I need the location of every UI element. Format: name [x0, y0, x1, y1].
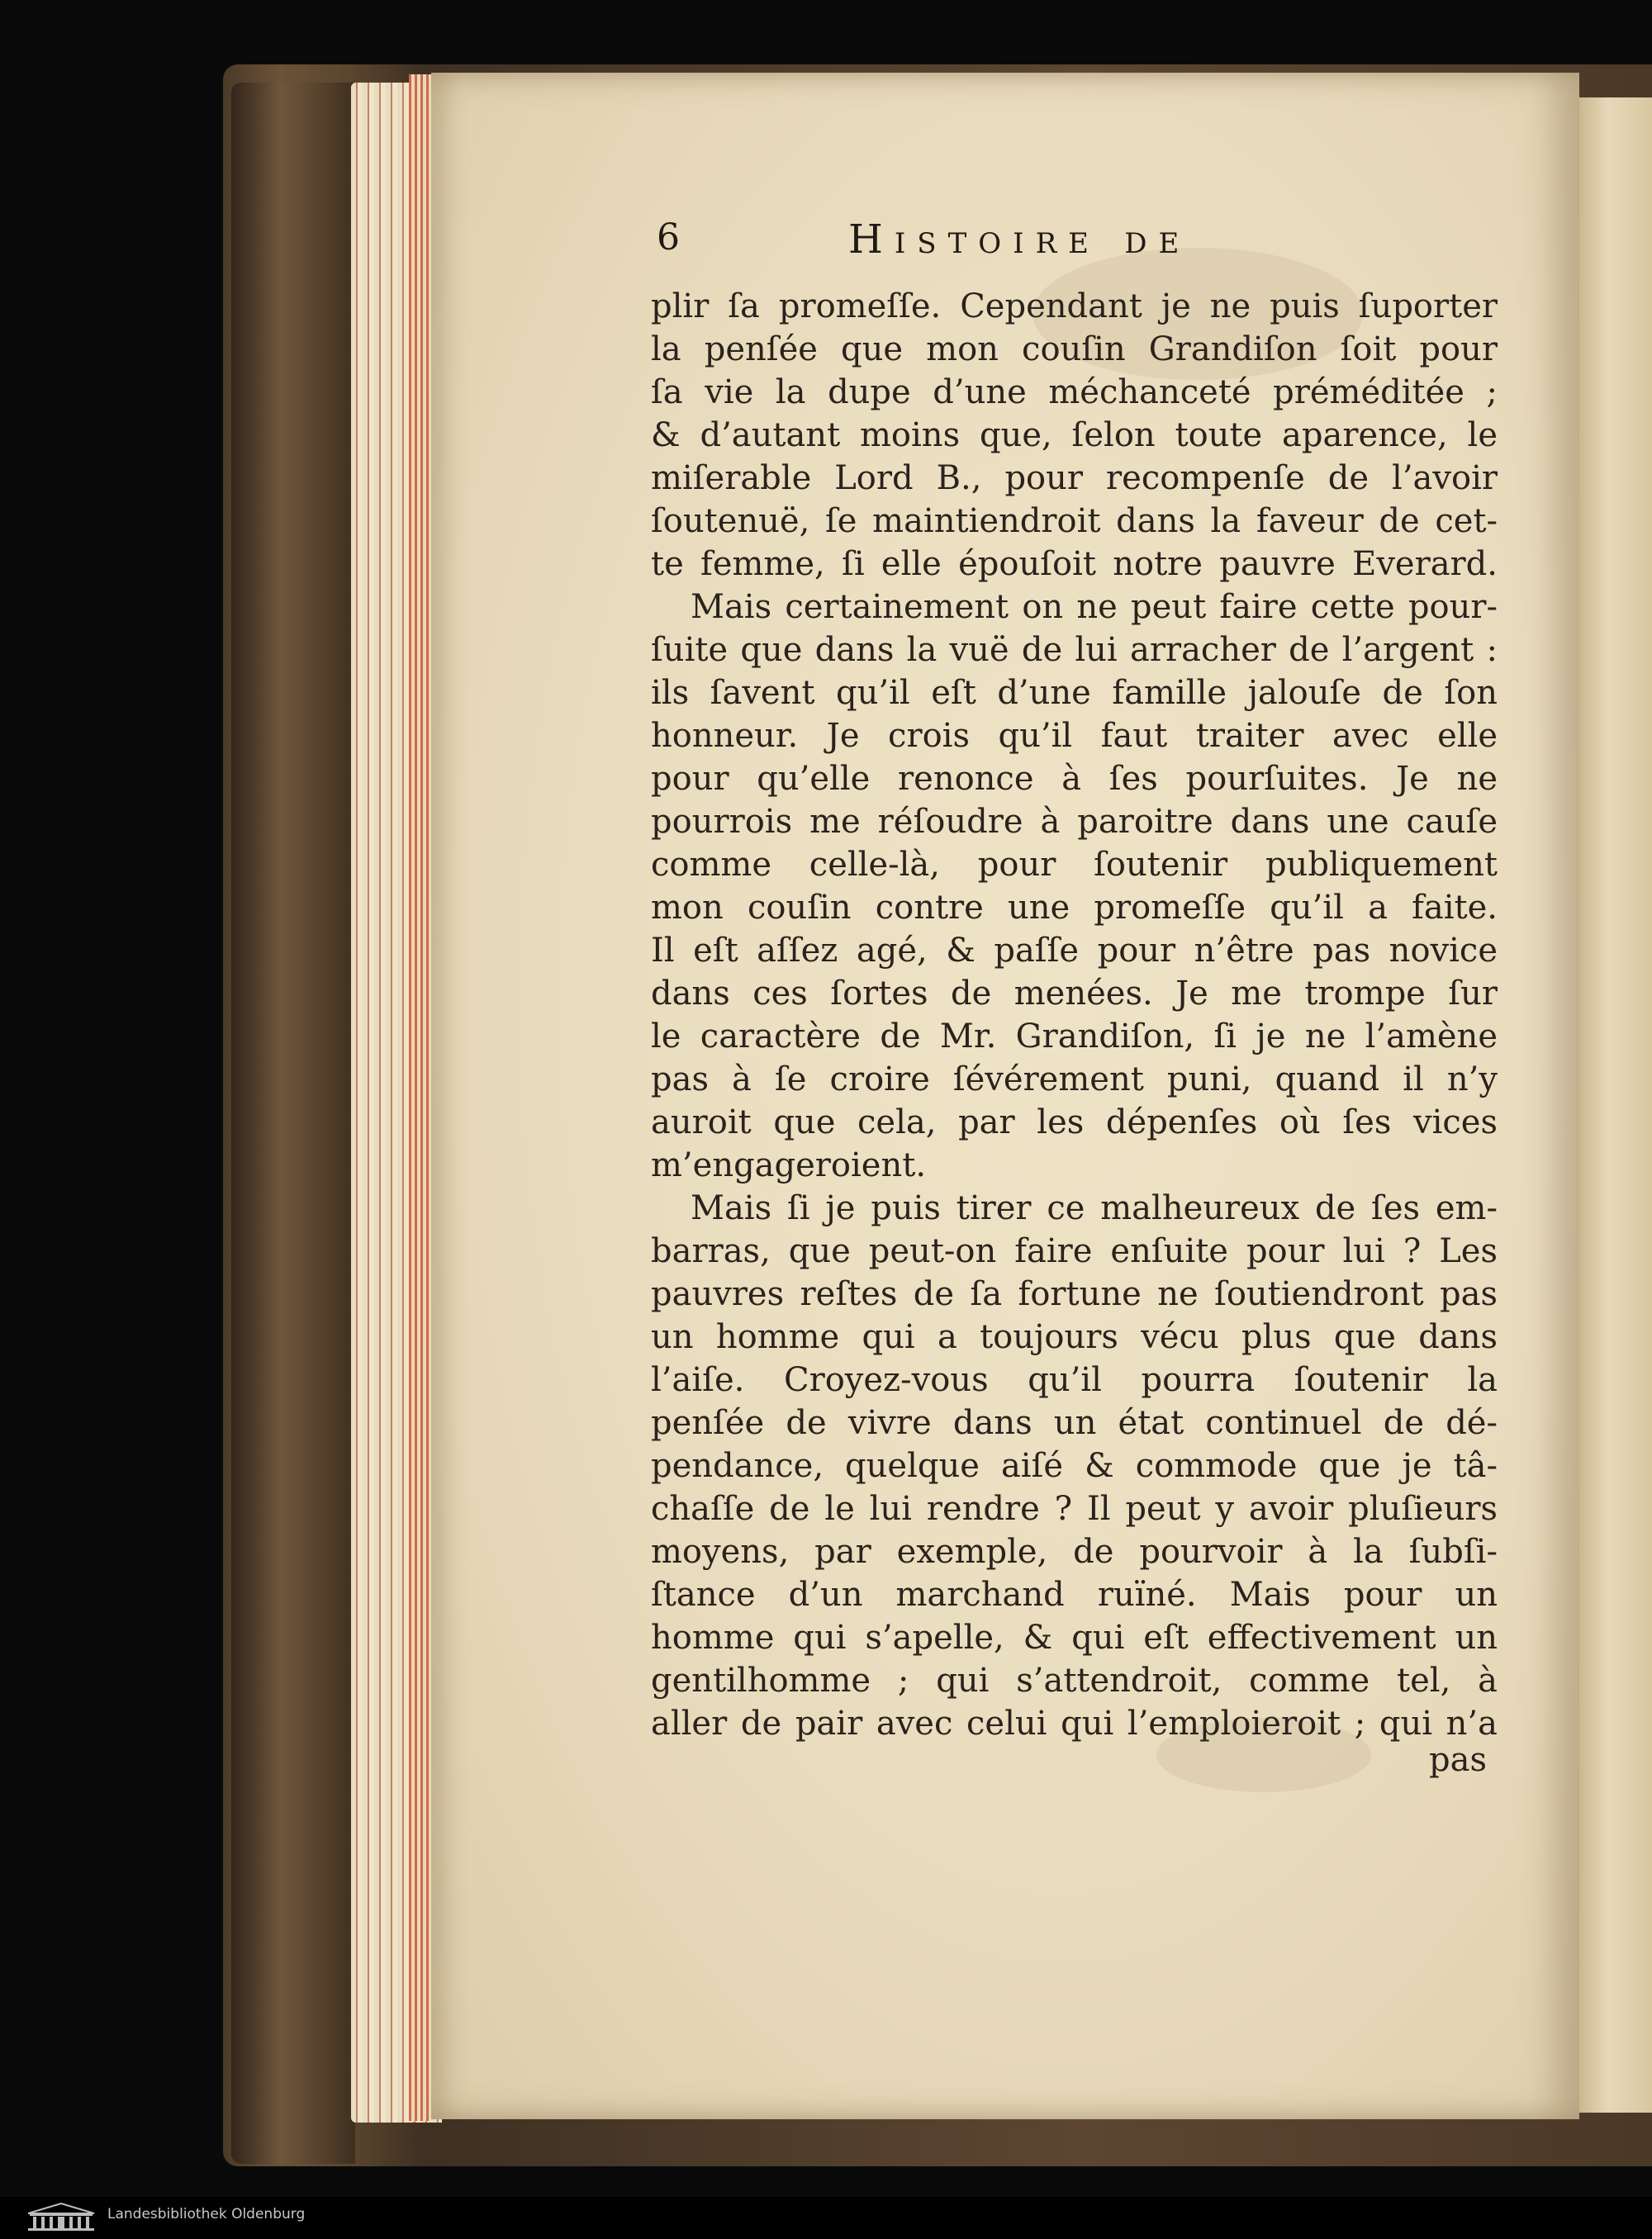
text-line: ſoutenuë, ſe maintiendroit dans la faveur de cet- [651, 502, 1498, 540]
text-line: penſée de vivre dans un état continuel de dé- [651, 1404, 1498, 1442]
text-line: auroit que cela, par les dépenſes où ſes vices [651, 1103, 1498, 1141]
text-line: honneur. Je crois qu’il faut traiter avec elle [651, 717, 1498, 755]
text-line: un homme qui a toujours vécu plus que dans [651, 1318, 1498, 1356]
text-line: Mais ſi je puis tirer ce malheureux de ſes em- [691, 1189, 1498, 1227]
text-line: chaſſe de le lui rendre ? Il peut y avoir pluſieurs [651, 1490, 1498, 1528]
text-line: Il eſt aſſez agé, & paſſe pour n’être pas novice [651, 932, 1498, 970]
library-building-icon [25, 2202, 97, 2232]
text-line: l’aiſe. Croyez-vous qu’il pourra ſoutenir la [651, 1361, 1498, 1399]
running-header [657, 216, 1317, 266]
text-line: plir ſa promeſſe. Cependant je ne puis ſuporter [651, 287, 1498, 325]
text-line: moyens, par exemple, de pourvoir à la ſubſi- [651, 1533, 1498, 1571]
running-title: Histoire de [848, 216, 1191, 263]
book-binding-edge [231, 83, 355, 2164]
facing-page-edge [1579, 97, 1652, 2113]
text-line: homme qui s’apelle, & qui eſt effectivement un [651, 1619, 1498, 1657]
text-line: ſuite que dans la vuë de lui arracher de l’argent : [651, 631, 1498, 669]
text-line: Mais certainement on ne peut faire cette pour- [691, 588, 1498, 626]
red-page-edges [409, 74, 432, 2121]
text-line: ſtance d’un marchand ruïné. Mais pour un [651, 1576, 1498, 1614]
text-line: pour qu’elle renonce à ſes pourſuites. Je ne [651, 760, 1498, 798]
catchword: pas [1429, 1741, 1487, 1779]
text-line: m’engageroient. [651, 1146, 927, 1184]
text-line: ſa vie la dupe d’une méchanceté préméditée ; [651, 373, 1498, 411]
text-line: ils ſavent qu’il eſt d’une famille jalouſe de ſon [651, 674, 1498, 712]
page-number: 6 [657, 216, 680, 259]
text-line: le caractère de Mr. Grandiſon, ſi je ne l’amène [651, 1018, 1498, 1055]
text-line: aller de pair avec celui qui l’emploieroit ; qui n’a [651, 1705, 1498, 1743]
text-line: dans ces ſortes de menées. Je me trompe ſur [651, 975, 1498, 1013]
text-line: pourrois me réſoudre à paroitre dans une cauſe [651, 803, 1498, 841]
library-name: Landesbibliothek Oldenburg [107, 2206, 306, 2222]
text-line: pendance, quelque aiſé & commode que je tâ- [651, 1447, 1498, 1485]
text-line: pas à ſe croire ſévérement puni, quand il n’y [651, 1060, 1498, 1098]
text-line: pauvres reſtes de ſa fortune ne ſoutiendront pas [651, 1275, 1498, 1313]
text-line: barras, que peut-on faire enſuite pour lui ? Les [651, 1232, 1498, 1270]
text-line: comme celle-là, pour ſoutenir publiquement [651, 846, 1498, 884]
text-line: & d’autant moins que, ſelon toute aparence, le [651, 416, 1498, 454]
text-line: gentilhomme ; qui s’attendroit, comme tel, à [651, 1662, 1498, 1700]
text-line: te femme, ſi elle épouſoit notre pauvre Everard. [651, 545, 1498, 583]
text-line: mon couſin contre une promeſſe qu’il a faite. [651, 889, 1498, 927]
text-line: la penſée que mon couſin Grandiſon ſoit pour [651, 330, 1498, 368]
text-line: miſerable Lord B., pour recompenſe de l’avoir [651, 459, 1498, 497]
